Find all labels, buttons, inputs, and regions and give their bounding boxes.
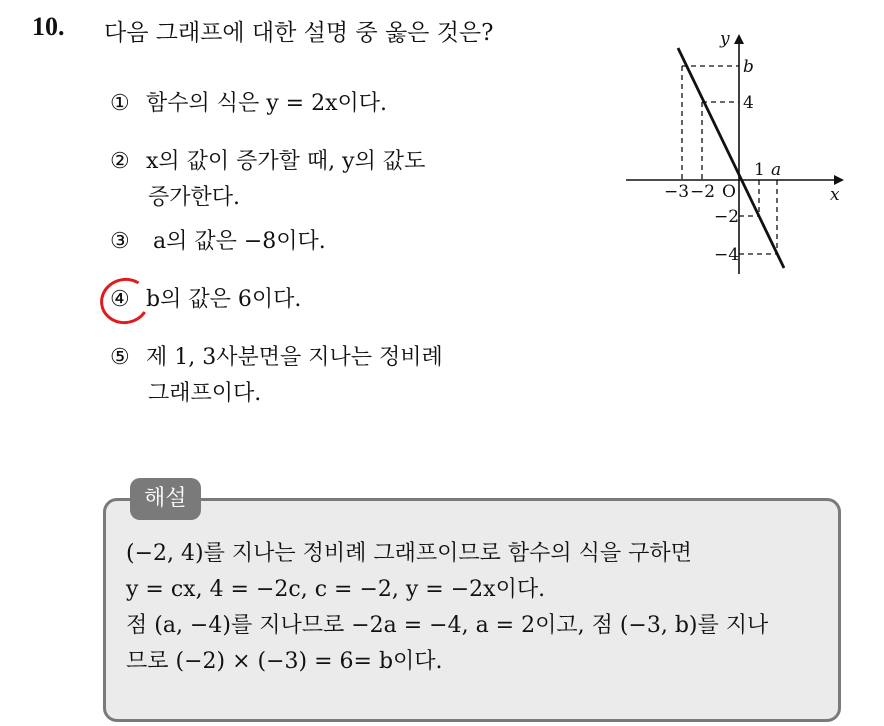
explanation-line-2: y = cx, 4 = −2c, c = −2, y = −2x이다. [126, 577, 546, 602]
y-tick-4: 4 [743, 93, 754, 113]
choice-2-number: ② [110, 149, 130, 174]
graph-line [678, 48, 784, 268]
choice-3[interactable] [110, 224, 326, 260]
x-tick-1: 1 [754, 160, 765, 180]
explanation-line-3: 점 (a, −4)를 지나므로 −2a = −4, a = 2이고, 점 (−3, b)를 지나 [126, 613, 769, 638]
choice-3-line-1: a의 값은 −8이다. [146, 229, 326, 254]
choice-4-line-1: b의 값은 6이다. [146, 287, 302, 312]
choice-5[interactable] [110, 340, 443, 412]
choice-5-line-1: 제 1, 3사분면을 지나는 정비례 [146, 345, 443, 370]
question-number: 10. [32, 12, 65, 41]
choice-2[interactable] [110, 144, 425, 216]
choice-5-number: ⑤ [110, 345, 130, 370]
explanation-line-4: 므로 (−2) × (−3) = 6= b이다. [126, 649, 443, 674]
x-tick-neg3: −3 [664, 182, 690, 202]
y-tick-neg4: −4 [714, 245, 740, 265]
y-axis-label: y [720, 29, 730, 49]
choice-4-number: ④ [110, 287, 130, 312]
question-text: 다음 그래프에 대한 설명 중 옳은 것은? [104, 20, 494, 46]
choice-1[interactable] [110, 86, 387, 122]
choice-5-line-2: 그래프이다. [148, 381, 262, 406]
explanation-line-1: (−2, 4)를 지나는 정비례 그래프이므로 함수의 식을 구하면 [126, 541, 692, 566]
choice-2-line-2: 증가한다. [148, 185, 241, 210]
y-tick-neg2: −2 [714, 207, 740, 227]
x-tick-neg2: −2 [690, 182, 716, 202]
explanation-text [126, 536, 836, 680]
y-tick-b: b [743, 57, 754, 77]
origin-label: O [722, 182, 736, 202]
x-axis-label: x [830, 185, 840, 205]
y-axis-arrow [734, 34, 744, 44]
choice-1-number: ① [110, 91, 130, 116]
x-axis-arrow [834, 175, 844, 185]
proportion-graph [622, 24, 852, 284]
choice-2-line-1: x의 값이 증가할 때, y의 값도 [146, 149, 426, 174]
x-tick-a: a [771, 160, 782, 180]
choice-1-line-1: 함수의 식은 y = 2x이다. [146, 91, 387, 116]
explanation-tag: 해설 [130, 478, 201, 520]
choice-3-number: ③ [110, 229, 130, 254]
